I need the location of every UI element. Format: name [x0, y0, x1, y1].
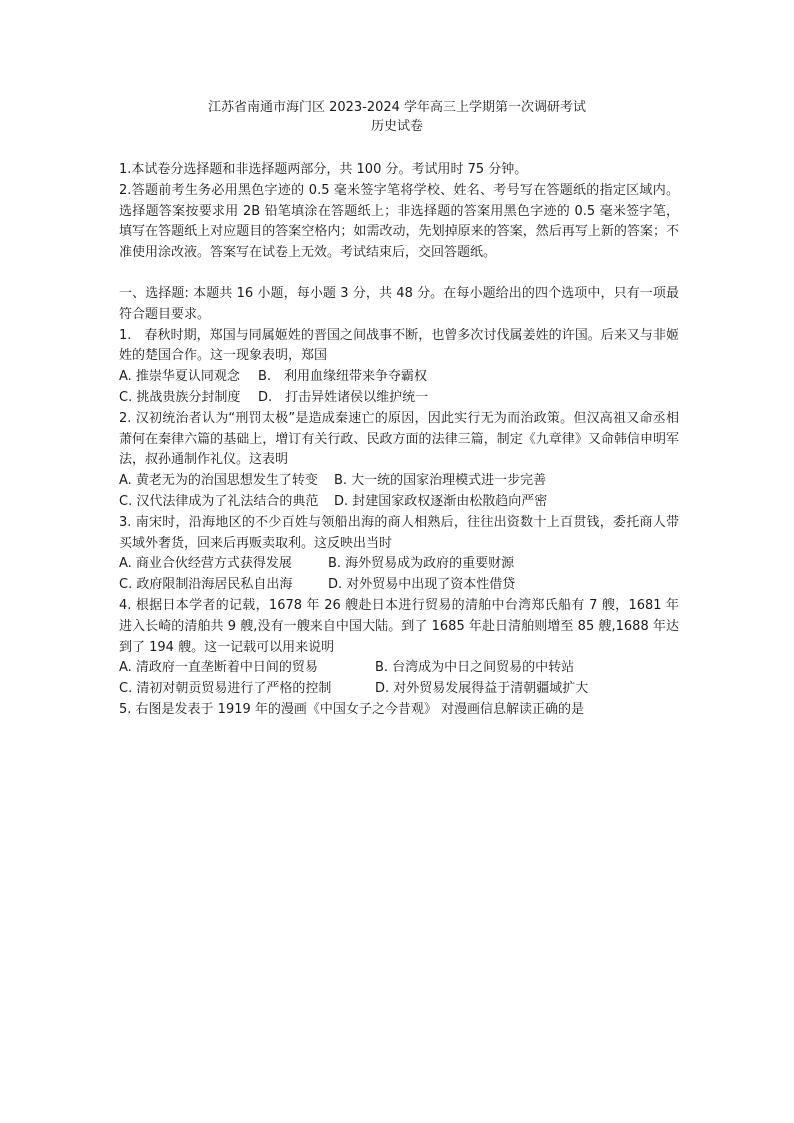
exam-title: 江苏省南通市海门区 2023-2024 学年高三上学期第一次调研考试 [207, 100, 587, 115]
instruction-1: 1.本试卷分选择题和非选择题两部分，共 100 分。考试用时 75 分钟。 [119, 162, 528, 177]
question-2-options-row-2 [119, 492, 679, 513]
question-4-option-a: A. 清政府一直垄断着中日间的贸易 [119, 660, 318, 676]
question-5-stem: 5. 右图是发表于 1919 年的漫画《中国女子之今昔观》 对漫画信息解读正确的是 [119, 701, 585, 717]
question-4-option-c: C. 清初对朝贡贸易进行了严格的控制 [119, 681, 332, 697]
question-1-option-d: D. 打击异姓诸侯以维护统一 [258, 389, 429, 405]
question-1-options-row-1 [119, 367, 679, 388]
question-1-options-row-2 [119, 388, 679, 409]
question-3-option-b: B. 海外贸易成为政府的重要财源 [328, 556, 515, 572]
question-3-option-d: D. 对外贸易中出现了资本性借贷 [328, 577, 516, 593]
section-heading: 一、选择题: 本题共 16 小题，每小题 3 分，共 48 分。在每小题给出的四个选项中，只有一项最符合题目要求。 [119, 285, 679, 322]
question-2-stem: 2. 汉初统治者认为“刑罚太极”是造成秦速亡的原因，因此实行无为而治政策。但汉高祖又命丞相萧何在秦律六篇的基础上，增订有关行政、民政方面的法律三篇，制定《九章律》又命韩信申明军法，叔孙通制作礼仪。这表明 [119, 410, 679, 468]
question-2-option-c: C. 汉代法律成为了礼法结合的典范 [119, 493, 319, 509]
question-4-options-row-1 [119, 658, 679, 679]
question-3-option-c: C. 政府限制沿海居民私自出海 [119, 577, 293, 593]
question-2-options-row-1 [119, 471, 679, 492]
question-3-options-row-1 [119, 554, 679, 575]
exam-content [119, 160, 679, 721]
question-1-option-c: C. 挑战贵族分封制度 [119, 389, 241, 405]
question-3-stem: 3. 南宋时，沿海地区的不少百姓与领船出海的商人相熟后，往往出资数十上百贯钱，委托商人带买域外奢货，回来后再贩卖取利。这反映出当时 [119, 514, 679, 551]
question-3-option-a: A. 商业合伙经营方式获得发展 [119, 556, 292, 572]
spacer [119, 264, 679, 284]
question-3-options-row-2 [119, 575, 679, 596]
question-4-stem: 4. 根据日本学者的记载，1678 年 26 艘赴日本进行贸易的清舶中台湾郑氏船有 7 艘，1681 年进入长崎的清舶共 9 艘,没有一艘来自中国大陆。到了 1685 年赴日清舶则增至 85 艘,1688 年达到了 194 艘。这一记载可以用来说明 [119, 597, 679, 655]
question-4-option-d: D. 对外贸易发展得益于清朝疆域扩大 [375, 681, 589, 697]
question-4-options-row-2 [119, 679, 679, 700]
question-1-option-b: B. 利用血缘纽带来争夺霸权 [258, 369, 428, 385]
question-1-option-a: A. 推崇华夏认同观念 [119, 369, 240, 385]
instruction-2: 2.答题前考生务必用黑色字迹的 0.5 毫米签字笔将学校、姓名、考号写在答题纸的指定区域内。选择题答案按要求用 2B 铅笔填涂在答题纸上；非选择题的答案用黑色字迹的 0.5 毫米签字笔，填写在答题纸上对应题目的答案空格内；如需改动，先划掉原来的答案，然后再写上新的答案；不准使用涂改液。答案写在试卷上无效。考试结束后，交回答题纸。 [119, 182, 679, 261]
question-2-option-d: D. 封建国家政权逐渐由松散趋向严密 [334, 493, 548, 509]
question-2-option-a: A. 黄老无为的治国思想发生了转变 [119, 473, 318, 489]
question-2-option-b: B. 大一统的国家治理模式进一步完善 [334, 473, 547, 489]
question-4-option-b: B. 台湾成为中日之间贸易的中转站 [375, 660, 575, 676]
question-1-stem: 1. 春秋时期，郑国与同属姬姓的晋国之间战事不断，也曾多次讨伐属姜姓的许国。后来又与非姬姓的楚国合作。这一现象表明，郑国 [119, 327, 679, 364]
exam-subtitle: 历史试卷 [370, 119, 423, 134]
